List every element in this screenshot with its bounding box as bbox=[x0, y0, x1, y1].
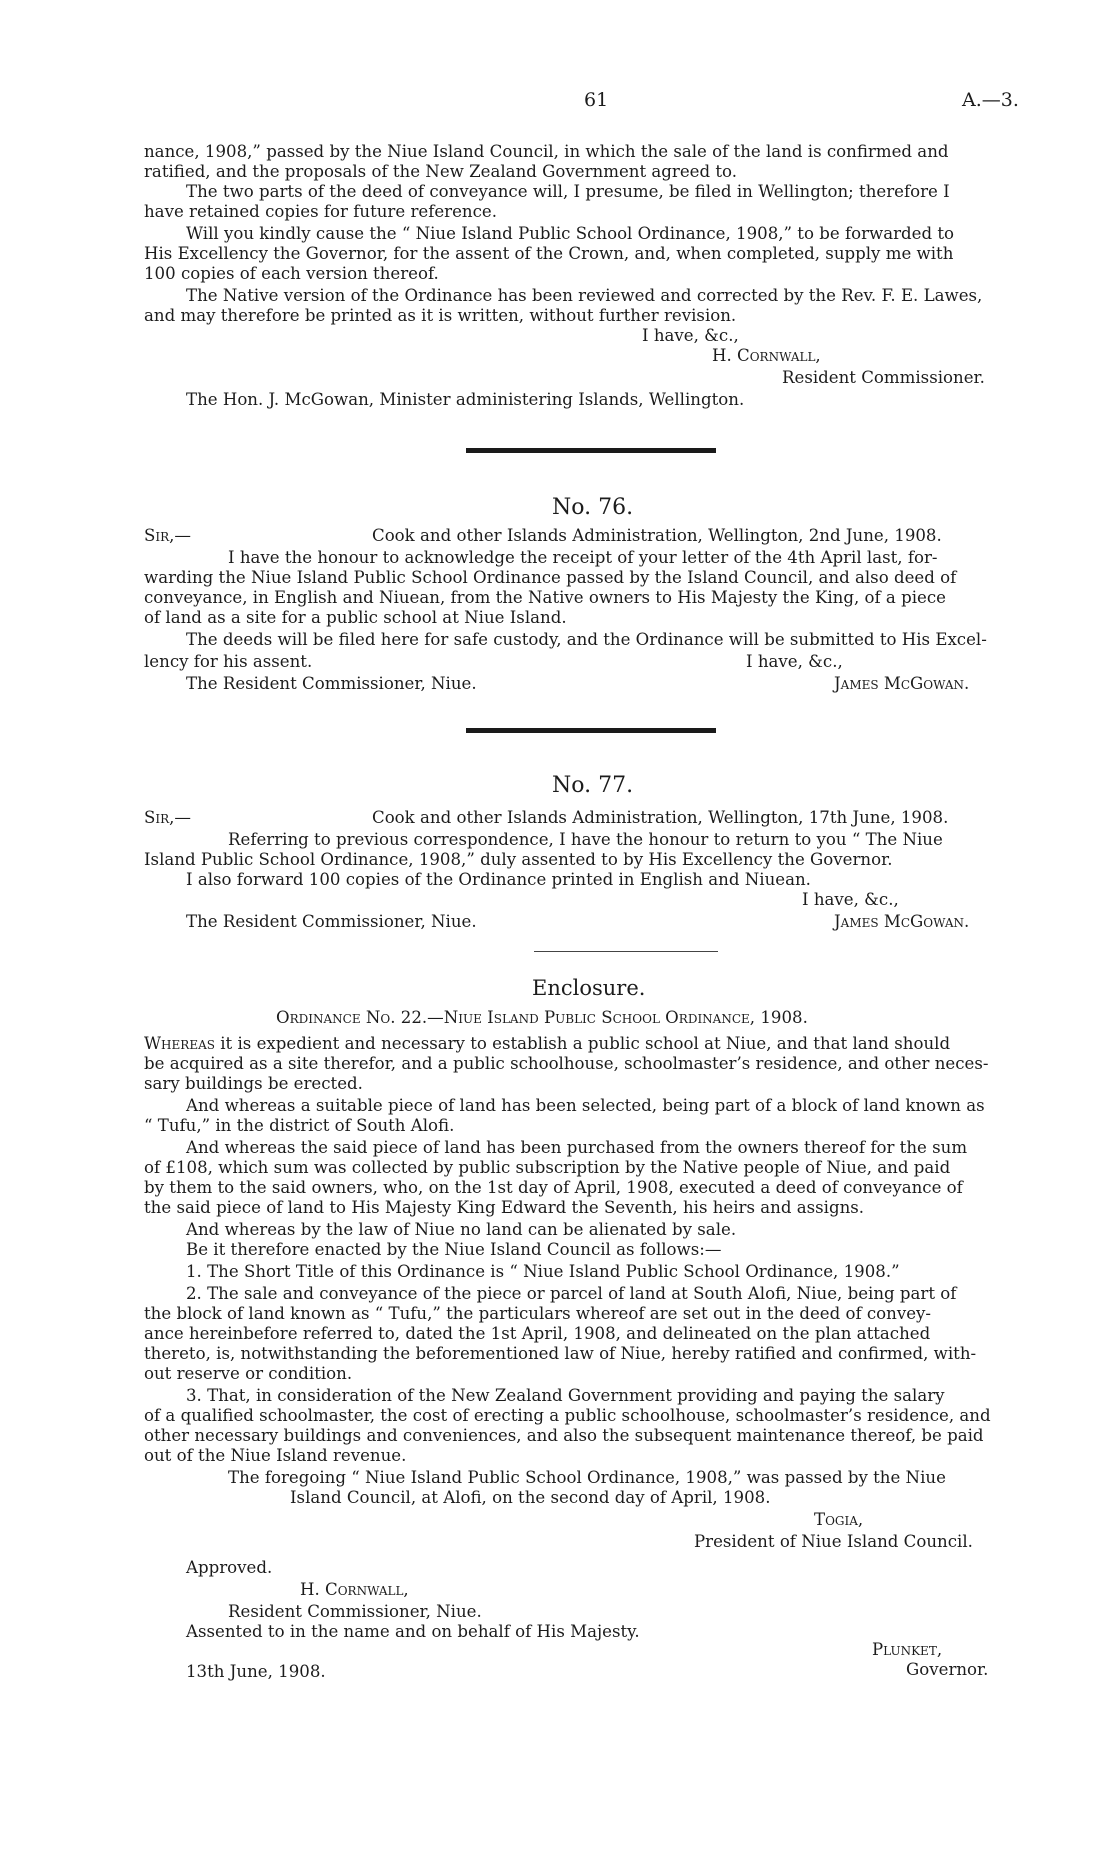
ordinance-line: other necessary buildings and conveniences, and also the subsequent maintenance thereof, be paid bbox=[144, 1426, 984, 1445]
ordinance-line: 1. The Short Title of this Ordinance is “ Niue Island Public School Ordinance, 1908.” bbox=[186, 1262, 900, 1281]
body-line: ratified, and the proposals of the New Zealand Government agreed to. bbox=[144, 162, 738, 181]
salutation: Sir,— bbox=[144, 526, 192, 545]
signer-title: President of Niue Island Council. bbox=[694, 1532, 973, 1551]
ordinance-line bbox=[144, 1034, 950, 1054]
enclosure-heading: Enclosure. bbox=[532, 976, 646, 1000]
ordinance-line: ance hereinbefore referred to, dated the 1st April, 1908, and delineated on the plan attached bbox=[144, 1324, 931, 1343]
body-line: I have the honour to acknowledge the receipt of your letter of the 4th April last, for- bbox=[228, 548, 938, 567]
governor-title: Governor. bbox=[906, 1660, 989, 1679]
ordinance-line-text: it is expedient and necessary to establish a public school at Niue, and that land should bbox=[214, 1034, 951, 1053]
ordinance-line: out reserve or condition. bbox=[144, 1364, 353, 1383]
page-number: 61 bbox=[584, 89, 609, 111]
signer-name: Togia, bbox=[814, 1510, 864, 1529]
ordinance-line: by them to the said owners, who, on the 1st day of April, 1908, executed a deed of conveyance of bbox=[144, 1178, 963, 1197]
body-line: The two parts of the deed of conveyance will, I presume, be filed in Wellington; therefore I bbox=[186, 182, 950, 201]
first-word: Whereas bbox=[144, 1034, 215, 1053]
ordinance-line: 3. That, in consideration of the New Zealand Government providing and paying the salary bbox=[186, 1386, 945, 1405]
ordinance-line: “ Tufu,” in the district of South Alofi. bbox=[144, 1116, 455, 1135]
addressee: The Hon. J. McGowan, Minister administering Islands, Wellington. bbox=[186, 390, 745, 409]
body-line: of land as a site for a public school at Niue Island. bbox=[144, 608, 567, 627]
ordinance-line: 2. The sale and conveyance of the piece or parcel of land at South Alofi, Niue, being part of bbox=[186, 1284, 957, 1303]
ordinance-line: of a qualified schoolmaster, the cost of erecting a public schoolhouse, schoolmaster’s residence, and bbox=[144, 1406, 991, 1425]
body-line: His Excellency the Governor, for the assent of the Crown, and, when completed, supply me with bbox=[144, 244, 954, 263]
section-divider bbox=[534, 951, 718, 952]
body-line: have retained copies for future reference. bbox=[144, 202, 497, 221]
body-line: nance, 1908,” passed by the Niue Island Council, in which the sale of the land is confirmed and bbox=[144, 142, 949, 161]
closing: I have, &c., bbox=[642, 326, 739, 345]
body-line: I also forward 100 copies of the Ordinance printed in English and Niuean. bbox=[186, 870, 811, 889]
ordinance-line: And whereas the said piece of land has been purchased from the owners thereof for the sum bbox=[186, 1138, 968, 1157]
closing: I have, &c., bbox=[802, 890, 899, 909]
ordinance-line: of £108, which sum was collected by public subscription by the Native people of Niue, and paid bbox=[144, 1158, 951, 1177]
signature: James McGowan. bbox=[834, 912, 970, 931]
body-line: Referring to previous correspondence, I have the honour to return to you “ The Niue bbox=[228, 830, 943, 849]
letter-number: No. 76. bbox=[552, 495, 634, 520]
approver-name: H. Cornwall, bbox=[300, 1580, 409, 1599]
governor-name: Plunket, bbox=[872, 1640, 943, 1659]
body-line: conveyance, in English and Niuean, from the Native owners to His Majesty the King, of a piece bbox=[144, 588, 946, 607]
section-code: A.—3. bbox=[962, 89, 1019, 111]
ordinance-line: the said piece of land to His Majesty King Edward the Seventh, his heirs and assigns. bbox=[144, 1198, 865, 1217]
ordinance-line: And whereas by the law of Niue no land can be alienated by sale. bbox=[186, 1220, 737, 1239]
ordinance-line: The foregoing “ Niue Island Public School Ordinance, 1908,” was passed by the Niue bbox=[228, 1468, 946, 1487]
body-line: 100 copies of each version thereof. bbox=[144, 264, 439, 283]
ordinance-line: out of the Niue Island revenue. bbox=[144, 1446, 407, 1465]
ordinance-line: Be it therefore enacted by the Niue Island Council as follows:— bbox=[186, 1240, 722, 1259]
signature-name: H. Cornwall, bbox=[712, 346, 821, 365]
dateline: Cook and other Islands Administration, Wellington, 17th June, 1908. bbox=[372, 808, 949, 827]
ordinance-line: thereto, is, notwithstanding the beforementioned law of Niue, hereby ratified and confirmed, with- bbox=[144, 1344, 977, 1363]
body-line: lency for his assent. bbox=[144, 652, 313, 671]
ordinance-line: Island Council, at Alofi, on the second day of April, 1908. bbox=[290, 1488, 771, 1507]
ordinance-line: And whereas a suitable piece of land has been selected, being part of a block of land known as bbox=[186, 1096, 985, 1115]
letter-number: No. 77. bbox=[552, 773, 634, 798]
signature-title: Resident Commissioner. bbox=[782, 368, 985, 387]
closing: I have, &c., bbox=[746, 652, 843, 671]
salutation: Sir,— bbox=[144, 808, 192, 827]
body-line: warding the Niue Island Public School Ordinance passed by the Island Council, and also deed of bbox=[144, 568, 957, 587]
dateline: Cook and other Islands Administration, Wellington, 2nd June, 1908. bbox=[372, 526, 942, 545]
section-divider bbox=[466, 448, 716, 453]
body-line: The Native version of the Ordinance has been reviewed and corrected by the Rev. F. E. Lawes, bbox=[186, 286, 983, 305]
addressee: The Resident Commissioner, Niue. bbox=[186, 674, 477, 693]
body-line: Will you kindly cause the “ Niue Island Public School Ordinance, 1908,” to be forwarded to bbox=[186, 224, 955, 243]
ordinance-line: sary buildings be erected. bbox=[144, 1074, 363, 1093]
addressee: The Resident Commissioner, Niue. bbox=[186, 912, 477, 931]
assent-line: Assented to in the name and on behalf of His Majesty. bbox=[186, 1622, 640, 1641]
signature: James McGowan. bbox=[834, 674, 970, 693]
body-line: Island Public School Ordinance, 1908,” duly assented to by His Excellency the Governor. bbox=[144, 850, 893, 869]
approved-label: Approved. bbox=[186, 1558, 273, 1577]
approver-title: Resident Commissioner, Niue. bbox=[228, 1602, 482, 1621]
section-divider bbox=[466, 728, 716, 733]
ordinance-title: Ordinance No. 22.—Niue Island Public School Ordinance, 1908. bbox=[276, 1008, 808, 1027]
body-line: The deeds will be filed here for safe custody, and the Ordinance will be submitted to His Excel- bbox=[186, 630, 987, 649]
ordinance-line: the block of land known as “ Tufu,” the particulars whereof are set out in the deed of convey- bbox=[144, 1304, 932, 1323]
assent-date: 13th June, 1908. bbox=[186, 1662, 326, 1681]
body-line: and may therefore be printed as it is written, without further revision. bbox=[144, 306, 737, 325]
ordinance-line: be acquired as a site therefor, and a public schoolhouse, schoolmaster’s residence, and other neces- bbox=[144, 1054, 989, 1073]
